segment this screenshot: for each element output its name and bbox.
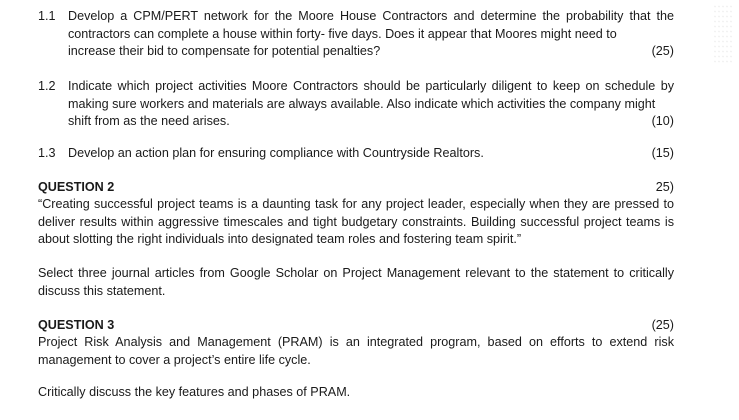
item-marks: (10) <box>651 114 674 128</box>
question-marks: (25) <box>651 318 674 332</box>
item-number: 1.1 <box>38 9 56 23</box>
item-body: Indicate which project activities Moore Contractors should be particularly diligent to keep on schedule by making sure workers and materials are always available. Also indicate which activities the company might <box>68 79 674 111</box>
item-last-line-text: shift from as the need arises. <box>68 114 230 128</box>
item-last-line-text: increase their bid to compensate for potential penalties? <box>68 44 381 58</box>
question-heading: QUESTION 2 <box>38 180 115 194</box>
item-last-line <box>68 145 674 163</box>
question-2-task: Select three journal articles from Google Scholar on Project Management relevant to the statement to critically discuss this statement. <box>38 266 674 298</box>
scan-speckle <box>713 4 733 64</box>
question-3-header <box>38 317 674 335</box>
item-body: Develop a CPM/PERT network for the Moore House Contractors and determine the probability that the contractors can complete a house within forty- five days. Does it appear that Moores might need to <box>68 9 674 41</box>
sub-question-1-1 <box>38 8 674 61</box>
item-marks: (25) <box>651 44 674 58</box>
item-text <box>68 145 674 163</box>
sub-question-1-3 <box>38 145 674 163</box>
item-text <box>68 78 674 131</box>
item-last-line <box>68 43 674 61</box>
question-3-task: Critically discuss the key features and phases of PRAM. <box>38 385 351 399</box>
item-last-line-text: Develop an action plan for ensuring compliance with Countryside Realtors. <box>68 146 484 160</box>
question-2-header <box>38 179 674 197</box>
sub-question-1-2 <box>38 78 674 131</box>
question-heading: QUESTION 3 <box>38 318 115 332</box>
item-last-line <box>68 113 674 131</box>
question-marks: 25) <box>655 180 674 194</box>
item-marks: (15) <box>651 146 674 160</box>
item-number: 1.2 <box>38 79 56 93</box>
question-3-intro: Project Risk Analysis and Management (PRAM) is an integrated program, based on efforts to extend risk management to cover a project’s entire life cycle. <box>38 335 674 367</box>
item-text <box>68 8 674 61</box>
item-number: 1.3 <box>38 146 56 160</box>
question-2-quote: “Creating successful project teams is a daunting task for any project leader, especially when they are pressed to deliver results within aggressive timescales and tight budgetary constraints. Building successful project teams is about slotting the right individuals into designated team roles and fostering team spirit.” <box>38 197 674 246</box>
